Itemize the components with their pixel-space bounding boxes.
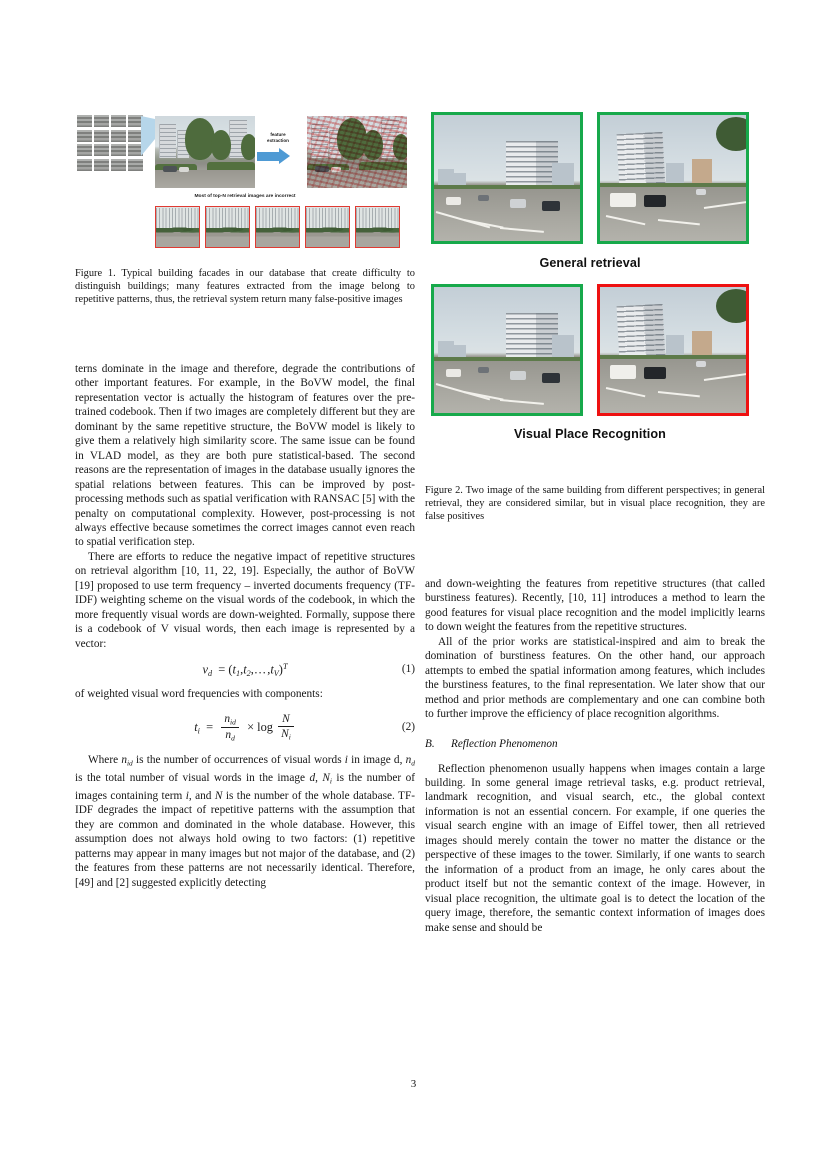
figure-2-row-general — [425, 112, 755, 244]
figure-2 — [425, 112, 755, 441]
patch-thumbnail — [94, 115, 109, 127]
paragraph-right-3: Reflection phenomenon usually happens when images contain a large building. In some general image retrieval tasks, e.g. product retrieval, landmark recognition, and visual search, etc., the global context information is not an essential concern. For example, if one queries the visual search engine with an image of Eiffel tower, then all retrieved images should merely contain the tower no matter the distance or the perspective of these images to the tower. Similarly, if one wants to search the information of a product from an image, he only cares about the product itself but not the semantic context of the image. However, in visual place recognition, the ultimate goal is to detect the location of the query image, therefore, the semantic context information of images does make sense and should be — [425, 762, 765, 934]
subsection-label: B. — [425, 737, 435, 750]
equation-1: $v_d$ = $(t_1,t_2,\dots,t_V)^T$ — [202, 661, 288, 678]
figure-1-caption-block — [75, 267, 415, 307]
figure-1-caption: Figure 1. Typical building facades in our database that create difficulty to distinguish buildings; many features extracted from the image belong to repetitive patterns, thus, the retrieval system return many false-positive images — [75, 268, 415, 306]
vpr-image-left — [431, 284, 583, 416]
equation-2-row — [75, 713, 415, 743]
figure-2-label-general: General retrieval — [539, 256, 641, 270]
feature-extraction-arrow-icon — [257, 148, 290, 164]
figure-2-caption-block — [425, 484, 765, 524]
paragraph-left-3: of weighted visual word frequencies with components: — [75, 688, 323, 701]
patch-thumbnail — [77, 144, 92, 156]
page-number: 3 — [410, 1078, 417, 1090]
patch-thumbnail — [94, 144, 109, 156]
boulevard-scene — [434, 287, 580, 413]
retrieved-thumbnail — [355, 206, 400, 248]
top-n-note: Most of top-N retrieval images are incorrect — [194, 194, 296, 199]
subsection-title: Reflection Phenomenon — [451, 737, 558, 750]
retrieved-thumbnail — [305, 206, 350, 248]
fx-label-line1: feature — [270, 132, 286, 137]
patch-thumbnail — [94, 130, 109, 142]
patch-grid — [77, 115, 143, 171]
general-retrieval-image-left — [431, 112, 583, 244]
figure-2-row-vpr — [425, 284, 755, 416]
patch-thumbnail — [77, 130, 92, 142]
paragraph-left-2: There are efforts to reduce the negative impact of repetitive structures on retrieval algorithm [10, 11, 22, 19]. Especially, the author of BoVW [19] proposed to use term frequency – inverted documents frequency (TF-IDF) weighting scheme on the visual words of the codebook, in which the more frequently visual words are down-weighted. Formally, suppose there is a codebook of V visual words, then each image is represented by a vector: — [75, 550, 415, 650]
paragraph-right-2: All of the prior works are statistical-inspired and aim to break the domination of burstiness features. On the other hand, our approach attempts to embed the spatial information among features, which includes the burstiness features, to the final representation. We later show that our method and prior methods are complementary and one can combine both to further improve the efficiency of place recognition algorithms. — [425, 635, 765, 721]
equation-2-number: (2) — [401, 721, 415, 734]
figure-2-caption: Figure 2. Two image of the same building from different perspectives; in general retrieval, they are considered similar, but in visual place recognition, they are false positives — [425, 485, 765, 523]
boulevard-scene — [600, 287, 746, 413]
equation-1-number: (1) — [401, 663, 415, 676]
boulevard-scene — [434, 115, 580, 241]
patch-thumbnail — [77, 159, 92, 171]
subsection-heading — [425, 738, 765, 750]
left-column-body — [75, 362, 415, 890]
patch-thumbnail — [111, 115, 126, 127]
fx-label-line2: extraction — [267, 138, 289, 143]
retrieved-thumbnail — [205, 206, 250, 248]
feature-extraction-label — [259, 132, 297, 144]
right-column-body — [425, 577, 765, 935]
patch-thumbnail — [128, 159, 143, 171]
vpr-image-right — [597, 284, 749, 416]
feature-overlay-photo — [307, 116, 407, 188]
patch-thumbnail — [111, 130, 126, 142]
figure-1 — [75, 110, 415, 260]
patch-thumbnail — [111, 159, 126, 171]
patch-thumbnail — [111, 144, 126, 156]
street-scene — [155, 116, 255, 188]
paragraph-left-4: Where $n_{id}$ is the number of occurrences of visual words i in image d, $n_d$ is the total number of visual words in the image d, $N_i$ is the number of images containing term i, and N is the number of the whole database. TF-IDF degrades the impact of repetitive patterns with the assumption that they are common and dominated in the whole database. However, this assumption does not always hold owing to two factors: (1) repetitive patterns may appear in many images but not major of the database, and (2) the features from these patterns are not necessarily identical. Therefore, [49] and [2] suggested explicitly detecting — [75, 754, 415, 889]
query-photo — [155, 116, 255, 188]
equation-2: $t_i$ = $\frac{n_{id}}{n_d}$ × log $\frac{N}{N_i}$ — [194, 713, 296, 743]
general-retrieval-image-right — [597, 112, 749, 244]
paragraph-left-1: terns dominate in the image and therefore, degrade the contributions of other important features. For example, in the BoVW model, the final representation vector is actually the histogram of features over the pre-trained codebook. Then if two images are completely different but they are dominant by the same repetitive structure, the BoVW model is likely to give them a relatively high similarity score. The same issue can be found in VLAD model, as they are both pure statistical-based. The second reasons are the representation of images in the database usually ignores the spatial relations between features. This can be improved by post-processing methods such as spatial verification with RANSAC [5] with the penalty on computational complexity. However, post-processing is not always effective because sometimes the correct images cannot even reach to spatial verification step. — [75, 363, 415, 549]
street-scene-features — [307, 116, 407, 188]
patch-thumbnail — [94, 159, 109, 171]
retrieved-thumbnail — [255, 206, 300, 248]
boulevard-scene — [600, 115, 746, 241]
retrieved-thumbnail — [155, 206, 200, 248]
figure-2-label-vpr: Visual Place Recognition — [514, 427, 666, 441]
paragraph-right-1: and down-weighting the features from repetitive structures (that called burstiness features). Recently, [10, 11] introduces a method to learn the good features for visual place recognition and the model implicitly learns to down weight the features from the repetitive structures. — [425, 578, 765, 634]
patch-thumbnail — [77, 115, 92, 127]
equation-1-row — [75, 660, 415, 678]
retrieval-results-row — [155, 206, 400, 248]
